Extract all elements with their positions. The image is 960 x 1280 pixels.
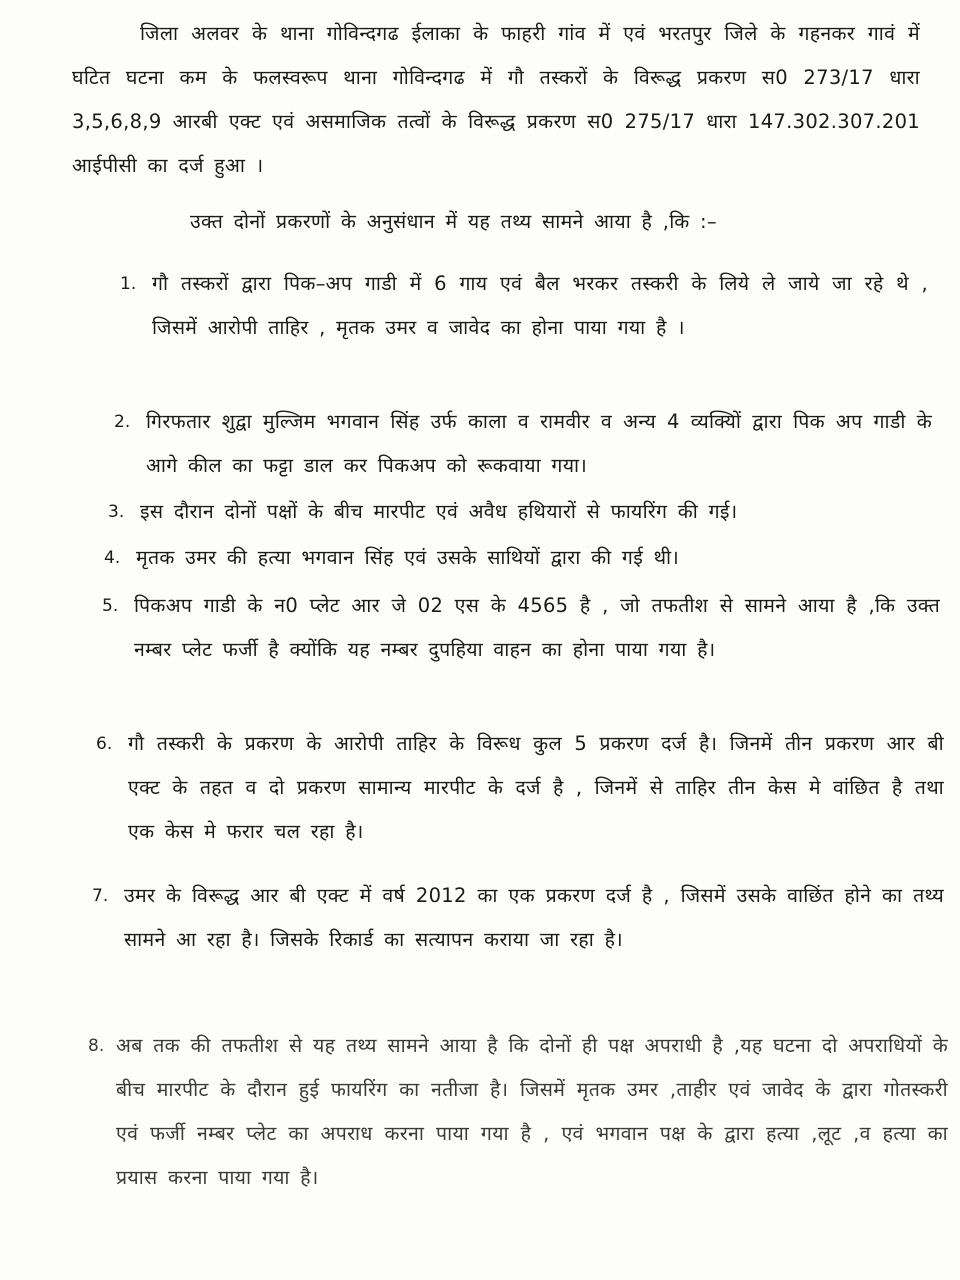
list-item-number: 3. [108, 502, 125, 522]
intro-paragraph: जिला अलवर के थाना गोविन्दगढ ईलाका के फाहरी गांव में एवं भरतपुर जिले के गहनकर गावं में घटित घटना कम के फलस्वरूप थाना गोविन्दगढ में गौ तस्करों के विरूद्ध प्रकरण स0 273/17 धारा 3,5,6,8,9 आरबी एक्ट एवं असमाजिक तत्वों के विरूद्ध प्रकरण स0 275/17 धारा 147.302.307.201 आईपीसी का दर्ज हुआ । [72, 22, 920, 177]
list-item-text: उमर के विरूद्ध आर बी एक्ट में वर्ष 2012 का एक प्रकरण दर्ज है , जिसमें उसके वाछिंत होने का तथ्य सामने आ रहा है। जिसके रिकार्ड का सत्यापन कराया जा रहा है। [124, 884, 944, 951]
list-item-text: इस दौरान दोनों पक्षों के बीच मारपीट एवं अवैध हथियारों से फायरिंग की गई। [140, 500, 738, 523]
list-item-text: मृतक उमर की हत्या भगवान सिंह एवं उसके साथियों द्वारा की गई थी। [136, 546, 680, 569]
list-item [104, 536, 896, 580]
list-item-number: 7. [92, 886, 109, 906]
list-item [114, 400, 932, 488]
list-item [96, 722, 944, 854]
list-item-text: गिरफतार शुद्वा मुल्जिम भगवान सिंह उर्फ काला व रामवीर व अन्य 4 व्यक्यिों द्वारा पिक अप गाडी के आगे कील का फट्टा डाल कर पिकअप को रूकवाया गया। [146, 410, 932, 477]
list-item [102, 584, 940, 672]
list-item [120, 262, 928, 350]
findings-lead-sentence: उक्त दोनों प्रकरणों के अनुसंधान में यह तथ्य सामने आया है ,कि :– [190, 210, 717, 233]
list-item-number: 1. [120, 274, 137, 294]
list-item-text: अब तक की तफतीश से यह तथ्य सामने आया है कि दोनों ही पक्ष अपराधी है ,यह घटना दो अपराधियों के बीच मारपीट के दौरान हुई फायरिंग का नतीजा है। जिसमें मृतक उमर ,ताहीर एवं जावेद के द्वारा गोतस्करी एवं फर्जी नम्बर प्लेट का अपराध करना पाया गया है , एवं भगवान पक्ष के द्वारा हत्या ,लूट ,व हत्या का प्रयास करना पाया गया है। [116, 1034, 948, 1189]
list-item [108, 490, 900, 534]
list-item-text: पिकअप गाडी के न0 प्लेट आर जे 02 एस के 4565 है , जो तफतीश से सामने आया है ,कि उक्त नम्बर प्लेट फर्जी है क्योंकि यह नम्बर दुपहिया वाहन का होना पाया गया है। [134, 594, 940, 661]
list-item-text: गौ तस्करी के प्रकरण के आरोपी ताहिर के विरूध कुल 5 प्रकरण दर्ज है। जिनमें तीन प्रकरण आर बी एक्ट के तहत व दो प्रकरण सामान्य मारपीट के दर्ज है , जिनमें से ताहिर तीन केस मे वांछित है तथा एक केस मे फरार चल रहा है। [128, 732, 944, 843]
list-item-number: 5. [102, 596, 119, 616]
list-item [88, 1024, 948, 1200]
list-item-number: 6. [96, 734, 113, 754]
list-item-text: गौ तस्करों द्वारा पिक–अप गाडी में 6 गाय एवं बैल भरकर तस्करी के लिये ले जाये जा रहे थे , जिसमें आरोपी ताहिर , मृतक उमर व जावेद का होना पाया गया है । [152, 272, 928, 339]
list-item [92, 874, 944, 962]
list-item-number: 4. [104, 548, 121, 568]
list-item-number: 2. [114, 412, 131, 432]
list-item-number: 8. [88, 1036, 105, 1056]
